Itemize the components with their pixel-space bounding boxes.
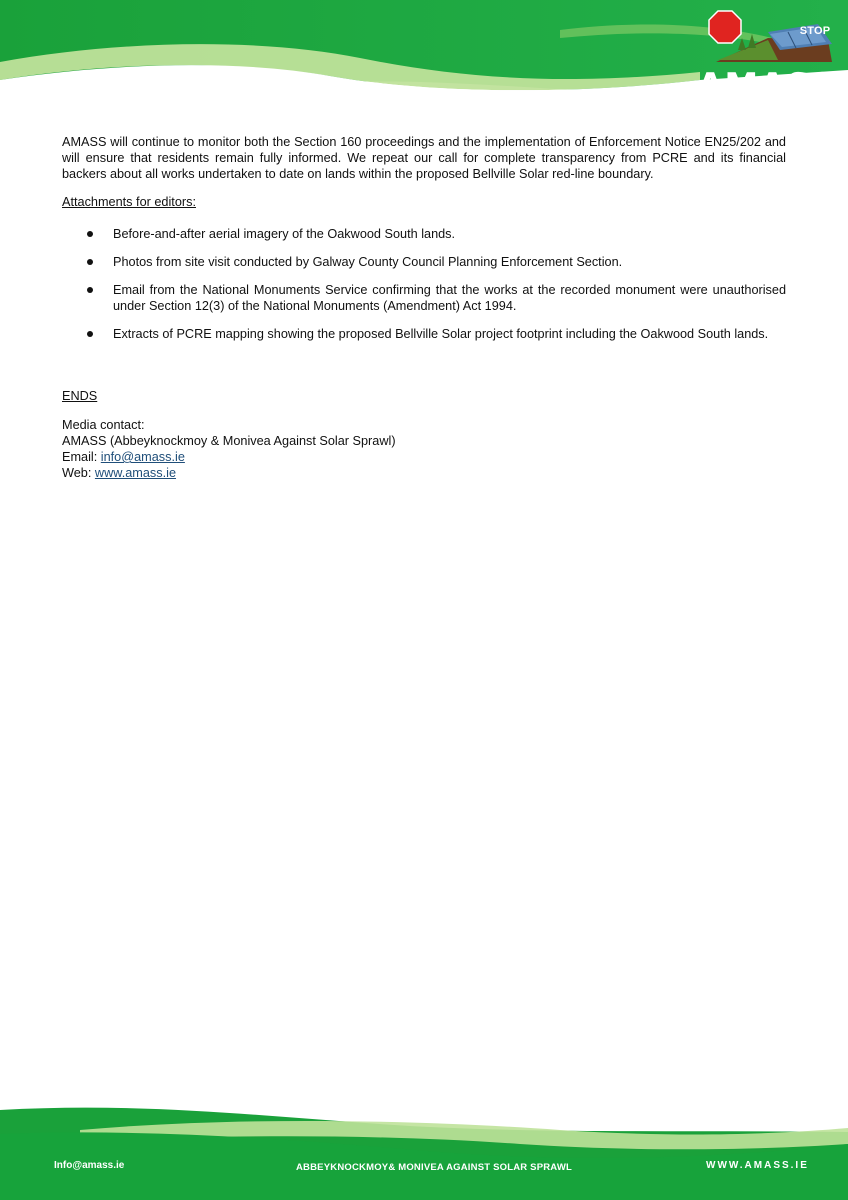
amass-logo <box>697 10 840 106</box>
email-link[interactable]: info@amass.ie <box>100 450 185 464</box>
attachment-text: Before-and-after aerial imagery of the Oakwood South lands. <box>113 227 456 241</box>
footer-website: WWW.AMASS.IE <box>706 1160 809 1171</box>
page-footer <box>0 1100 848 1200</box>
closing-paragraph: AMASS will continue to monitor both the Section 160 proceedings and the implementation of Enforcement Notice EN25/202 and will ensure that residents remain fully informed. We repeat our call for complete transparency from PCRE and its financial backers about all works undertaken to date on lands within the proposed Bellville Solar red-line boundary. <box>62 135 786 181</box>
bullet-icon <box>87 259 93 265</box>
web-line <box>62 465 786 481</box>
web-label: Web: <box>62 466 95 480</box>
logo-wordmark: AMASS <box>697 66 836 106</box>
page-header <box>0 0 848 108</box>
attachment-text: Photos from site visit conducted by Galway County Council Planning Enforcement Section. <box>113 255 623 269</box>
list-item <box>62 326 786 342</box>
stop-label: STOP <box>799 25 831 37</box>
attachments-list <box>62 226 786 342</box>
bullet-icon <box>87 287 93 293</box>
media-contact-label: Media contact: <box>62 418 145 432</box>
list-item <box>62 226 786 242</box>
list-item <box>62 254 786 270</box>
list-item <box>62 282 786 314</box>
press-release-body <box>62 134 786 481</box>
footer-wave-graphic <box>0 1100 848 1200</box>
website-link[interactable]: www.amass.ie <box>94 466 177 480</box>
footer-email: Info@amass.ie <box>54 1160 125 1171</box>
email-line <box>62 449 786 465</box>
attachment-text: Extracts of PCRE mapping showing the proposed Bellville Solar project footprint including the Oakwood South lands. <box>113 327 769 341</box>
stop-sign-icon <box>708 10 742 44</box>
email-label: Email: <box>62 450 101 464</box>
attachments-heading: Attachments for editors: <box>62 195 196 209</box>
bullet-icon <box>87 231 93 237</box>
bullet-icon <box>87 331 93 337</box>
ends-marker: ENDS <box>62 389 98 403</box>
organisation-name: AMASS (Abbeyknockmoy & Monivea Against Solar Sprawl) <box>62 434 396 448</box>
footer-tagline: ABBEYKNOCKMOY& MONIVEA AGAINST SOLAR SPRAWL <box>296 1162 573 1173</box>
attachment-text: Email from the National Monuments Service confirming that the works at the recorded monument were unauthorised under Section 12(3) of the National Monuments (Amendment) Act 1994. <box>113 283 786 313</box>
